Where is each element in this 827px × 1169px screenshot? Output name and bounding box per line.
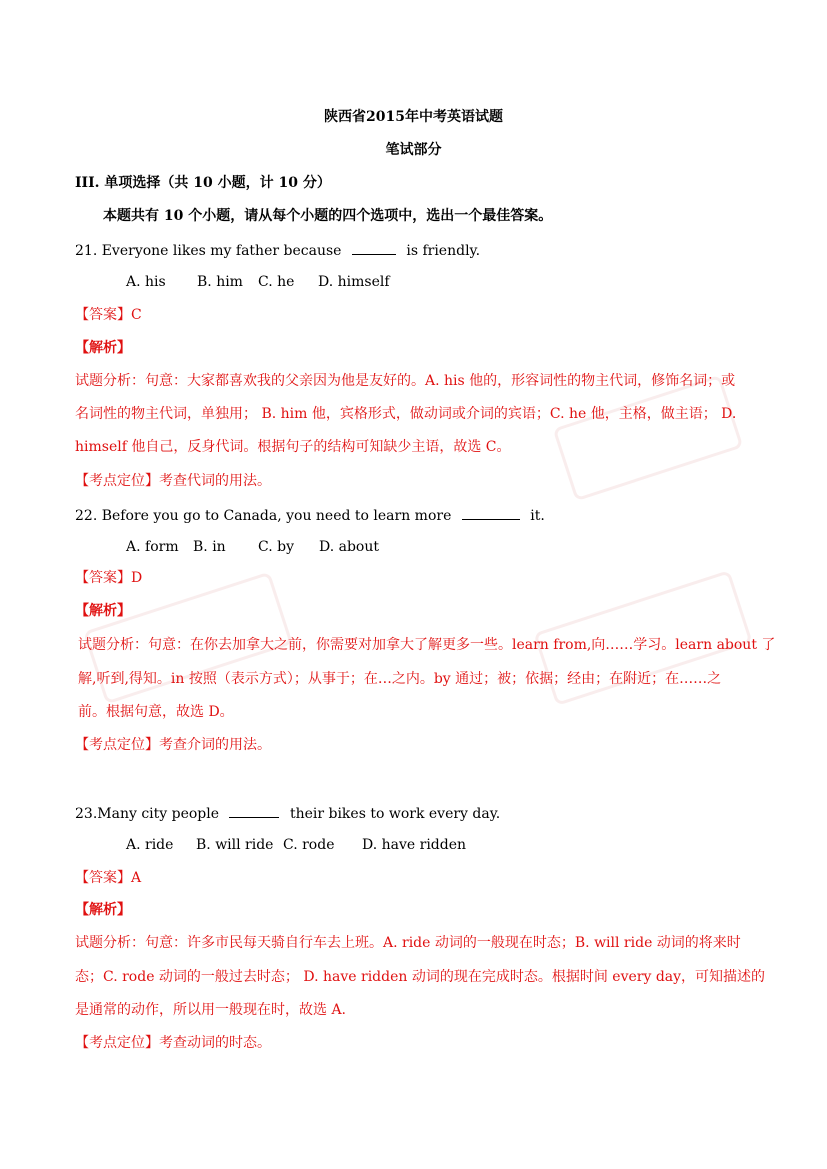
analysis-label-23: 【解析】	[75, 902, 131, 918]
section-heading: III. 单项选择（共 10 小题，计 10 分）	[75, 175, 331, 191]
analysis-line-23-2: 态；C. rode 动词的一般过去时态； D. have ridden 动词的现在完成时态。根据时间 every day，可知描述的	[75, 969, 766, 985]
option-b: B. him	[197, 274, 243, 290]
answer-21: 【答案】C	[75, 307, 142, 323]
analysis-label-22: 【解析】	[75, 603, 131, 619]
analysis-line-22-1: 试题分析：句意：在你去加拿大之前，你需要对加拿大了解更多一些。learn from,向……学习。learn about 了	[78, 637, 776, 653]
answer-blank	[462, 505, 520, 520]
watermark-stamp	[553, 375, 744, 502]
analysis-line-21-2: 名词性的物主代词，单独用； B. him 他，宾格形式，做动词或介词的宾语；C. he 他，主格，做主语； D.	[75, 406, 737, 422]
option-c: C. by	[258, 539, 294, 555]
option-c: C. he	[258, 274, 295, 290]
stem-before: 23.Many city people	[75, 806, 220, 822]
analysis-label-21: 【解析】	[75, 340, 131, 356]
analysis-line-21-3: himself 他自己，反身代词。根据句子的结构可知缺少主语，故选 C。	[75, 439, 511, 455]
stem-after: their bikes to work every day.	[289, 806, 501, 822]
answer-22: 【答案】D	[75, 570, 143, 586]
analysis-line-22-2: 解,听到,得知。in 按照（表示方式）；从事于；在…之内。by 通过；被；依据；经由；在附近；在……之	[78, 671, 722, 687]
question-stem-23	[75, 803, 500, 823]
stem-before: 21. Everyone likes my father because	[75, 243, 342, 259]
options-22	[126, 538, 379, 556]
option-a: A. his	[126, 274, 166, 290]
analysis-line-23-1: 试题分析：句意：许多市民每天骑自行车去上班。A. ride 动词的一般现在时态；B. will ride 动词的将来时	[75, 935, 741, 951]
stem-before: 22. Before you go to Canada, you need to learn more	[75, 508, 452, 524]
option-c: C. rode	[283, 837, 335, 853]
point-21: 【考点定位】考查代词的用法。	[75, 473, 271, 489]
option-d: D. himself	[318, 274, 390, 290]
option-d: D. have ridden	[362, 837, 467, 853]
page-title: 陕西省2015年中考英语试题	[324, 109, 503, 125]
options-21	[126, 273, 390, 291]
options-23	[126, 836, 466, 854]
analysis-line-23-3: 是通常的动作，所以用一般现在时，故选 A.	[75, 1002, 347, 1018]
answer-23: 【答案】A	[75, 870, 142, 886]
question-stem-22	[75, 505, 545, 525]
point-22: 【考点定位】考查介词的用法。	[75, 737, 271, 753]
stem-after: is friendly.	[406, 243, 481, 259]
question-stem-21	[75, 240, 480, 260]
analysis-line-22-3: 前。根据句意，故选 D。	[78, 704, 234, 720]
page-subtitle: 笔试部分	[385, 142, 442, 158]
stem-after: it.	[530, 508, 545, 524]
answer-blank	[229, 803, 279, 818]
section-instruction: 本题共有 10 个小题，请从每个小题的四个选项中，选出一个最佳答案。	[103, 208, 553, 224]
option-a: A. form	[126, 539, 179, 555]
option-b: B. will ride	[196, 837, 274, 853]
analysis-line-21-1: 试题分析：句意：大家都喜欢我的父亲因为他是友好的。A. his 他的，形容词性的物主代词，修饰名词；或	[75, 373, 736, 389]
point-23: 【考点定位】考查动词的时态。	[75, 1035, 271, 1051]
answer-blank	[352, 240, 396, 255]
option-b: B. in	[193, 539, 226, 555]
option-a: A. ride	[126, 837, 174, 853]
option-d: D. about	[319, 539, 380, 555]
